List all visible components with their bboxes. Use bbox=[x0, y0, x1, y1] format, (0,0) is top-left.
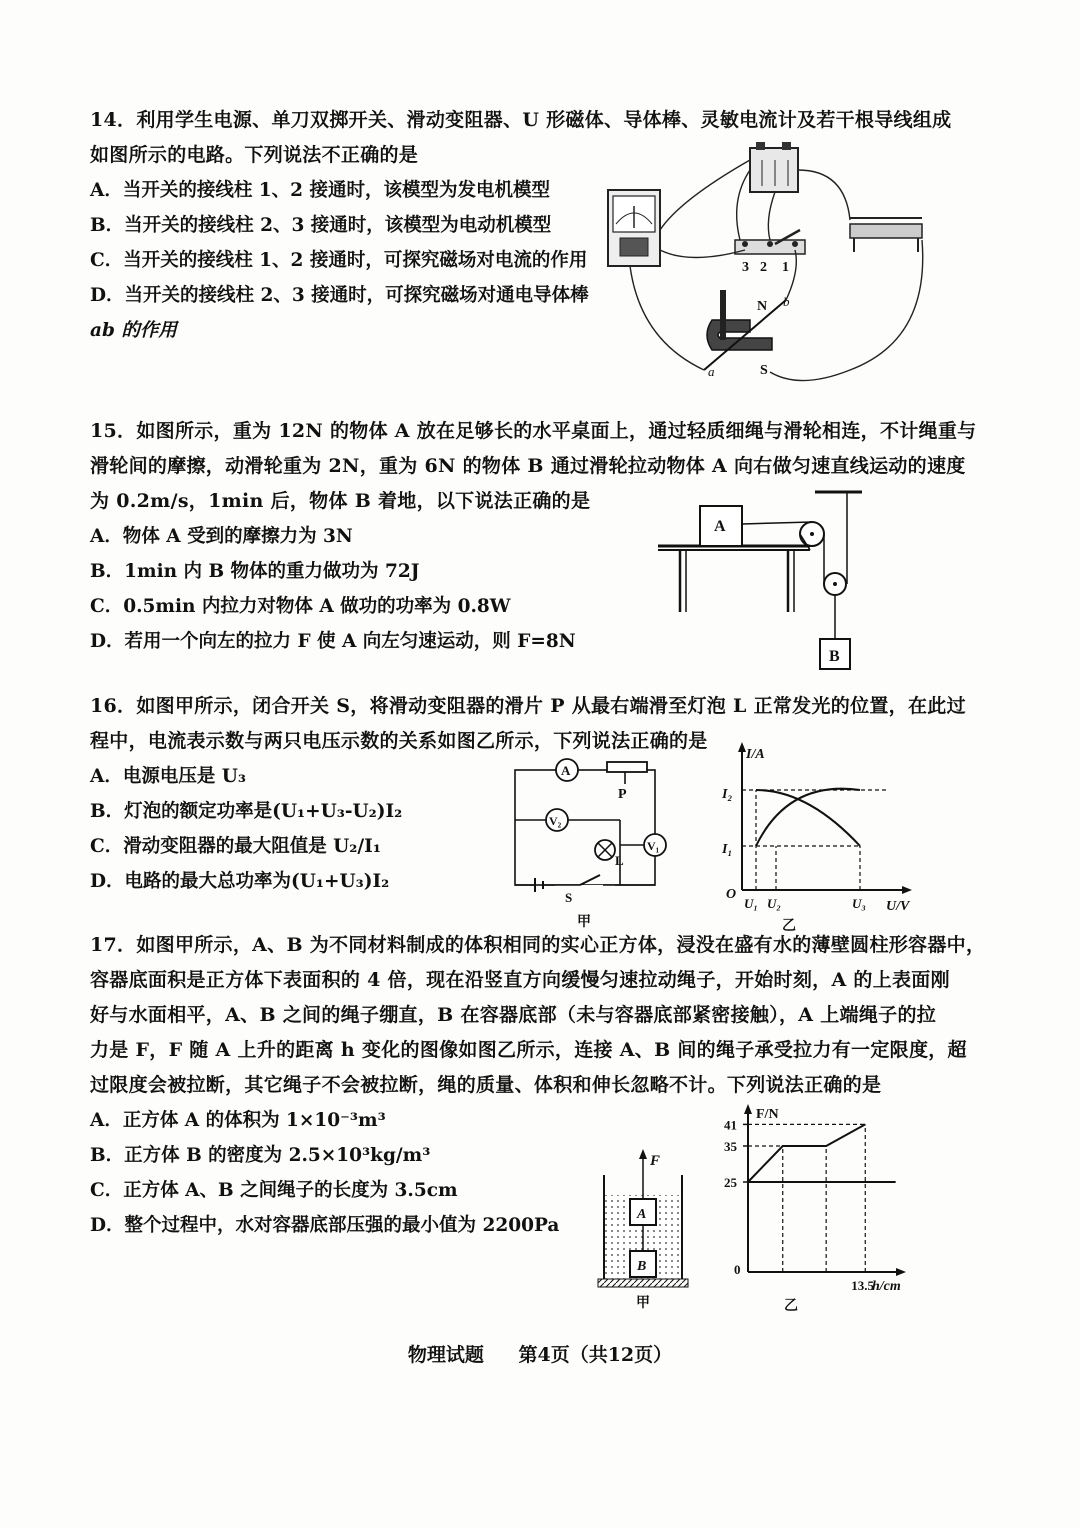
series-f-vs-h bbox=[748, 1124, 865, 1182]
switch-terminal-3: 3 bbox=[742, 260, 749, 275]
question-15-line-1: 15．如图所示，重为 12N 的物体 A 放在足够长的水平桌面上，通过轻质细绳与滑轮相连，不计绳重与 bbox=[90, 420, 977, 442]
question-17-line-4: 力是 F，F 随 A 上升的距离 h 变化的图像如图乙所示，连接 A、B 间的绳子承受拉力有一定限度，超 bbox=[90, 1039, 967, 1061]
footer-subject: 物理试题 bbox=[407, 1344, 484, 1366]
magnet-pole-s: S bbox=[760, 363, 768, 378]
q16-option-b: B．灯泡的额定功率是(U₁+U₃-U₂)I₂ bbox=[90, 801, 403, 822]
rheostat-icon bbox=[607, 762, 647, 772]
q17-f-h-graph bbox=[720, 1102, 920, 1314]
switch-terminal-2: 2 bbox=[760, 260, 767, 275]
figure-caption-yi: 乙 bbox=[782, 919, 796, 933]
q16-option-c: C．滑动变阻器的最大阻值是 U₂/I₁ bbox=[90, 836, 381, 857]
origin-label: 0 bbox=[734, 1262, 741, 1277]
tick-label-u1: U₁ bbox=[744, 896, 758, 911]
y-tick-label-25: 25 bbox=[724, 1175, 737, 1190]
question-17-line-3: 好与水面相平，A、B 之间的绳子绷直，B 在容器底部（未与容器底部紧密接触），A 上端绳子的拉 bbox=[90, 1004, 937, 1026]
y-tick-label-35: 35 bbox=[724, 1139, 737, 1154]
block-a-label: A bbox=[714, 518, 726, 535]
q17-option-a: A．正方体 A 的体积为 1×10⁻³m³ bbox=[90, 1110, 386, 1131]
q17-container-figure bbox=[592, 1145, 702, 1315]
origin-label: O bbox=[726, 887, 737, 902]
series-falling-curve bbox=[756, 790, 860, 846]
question-17-line-1: 17．如图甲所示，A、B 为不同材料制成的体积相同的实心正方体，浸没在盛有水的薄壁圆柱形容器中， bbox=[90, 934, 986, 956]
voltmeter-2-label: V₂ bbox=[549, 814, 562, 828]
y-axis-label: I/A bbox=[746, 747, 765, 762]
switch-terminal-1: 1 bbox=[782, 260, 789, 275]
u-magnet-icon bbox=[704, 290, 786, 370]
galvanometer-icon bbox=[608, 190, 660, 266]
ammeter-label: A bbox=[561, 763, 571, 778]
q14-option-b: B．当开关的接线柱 2、3 接通时，该模型为电动机模型 bbox=[90, 215, 552, 236]
rheostat-icon bbox=[850, 218, 922, 252]
page-footer bbox=[0, 1340, 1080, 1367]
q16-circuit-figure bbox=[505, 750, 695, 930]
x-tick-label-13.5: 13.5 bbox=[851, 1278, 875, 1293]
q15-pulley-figure bbox=[650, 484, 870, 684]
q15-option-a: A．物体 A 受到的摩擦力为 3N bbox=[90, 526, 353, 547]
q14-circuit-figure bbox=[600, 140, 930, 390]
question-15-line-2: 滑轮间的摩擦，动滑轮重为 2N，重为 6N 的物体 B 通过滑轮拉动物体 A 向右做匀速直线运动的速度 bbox=[90, 455, 966, 477]
voltmeter-1-label: V₁ bbox=[647, 839, 660, 853]
q14-option-d-cont: ab 的作用 bbox=[90, 320, 177, 341]
cube-a-label: A bbox=[637, 1207, 647, 1222]
rod-end-b: b bbox=[783, 294, 790, 309]
series-rising-curve bbox=[756, 789, 860, 846]
power-supply-icon bbox=[750, 142, 798, 192]
figure-caption-jia: 甲 bbox=[577, 915, 591, 930]
question-17-line-2: 容器底面积是正方体下表面积的 4 倍，现在沿竖直方向缓慢匀速拉动绳子，开始时刻，A 的上表面刚 bbox=[90, 969, 950, 991]
x-axis-label: h/cm bbox=[872, 1279, 901, 1294]
q16-iu-graph bbox=[712, 738, 922, 933]
magnet-pole-n: N bbox=[757, 299, 768, 314]
tick-label-u2: U₂ bbox=[767, 896, 781, 911]
figure-caption-yi: 乙 bbox=[784, 1299, 798, 1314]
q17-option-b: B．正方体 B 的密度为 2.5×10³kg/m³ bbox=[90, 1145, 431, 1166]
rod-end-a: a bbox=[708, 364, 715, 379]
tick-label-i2: I₂ bbox=[722, 787, 733, 802]
block-b-label: B bbox=[829, 648, 840, 665]
question-15-line-3: 为 0.2m/s，1min 后，物体 B 着地，以下说法正确的是 bbox=[90, 490, 591, 512]
lamp-label: L bbox=[615, 853, 624, 868]
switch-s-label: S bbox=[565, 890, 573, 905]
q15-option-b: B．1min 内 B 物体的重力做功为 72J bbox=[90, 561, 420, 582]
footer-page-number: 第4页（共12页） bbox=[518, 1344, 673, 1366]
cube-b-label: B bbox=[637, 1259, 647, 1274]
q15-option-c: C．0.5min 内拉力对物体 A 做功的功率为 0.8W bbox=[90, 596, 511, 617]
q16-option-d: D．电路的最大总功率为(U₁+U₃)I₂ bbox=[90, 871, 390, 892]
question-17-line-5: 过限度会被拉断，其它绳子不会被拉断，绳的质量、体积和伸长忽略不计。下列说法正确的是 bbox=[90, 1074, 882, 1096]
figure-caption-jia: 甲 bbox=[636, 1296, 650, 1311]
slider-p-label: P bbox=[618, 787, 627, 802]
force-f-label: F bbox=[650, 1153, 661, 1169]
x-axis-label: U/V bbox=[886, 899, 910, 914]
question-16-line-2: 程中，电流表示数与两只电压示数的关系如图乙所示，下列说法正确的是 bbox=[90, 730, 708, 752]
q15-option-d: D．若用一个向左的拉力 F 使 A 向左匀速运动，则 F=8N bbox=[90, 631, 576, 652]
q17-option-d: D．整个过程中，水对容器底部压强的最小值为 2200Pa bbox=[90, 1215, 560, 1236]
q17-option-c: C．正方体 A、B 之间绳子的长度为 3.5cm bbox=[90, 1180, 458, 1201]
question-16-line-1: 16．如图甲所示，闭合开关 S，将滑动变阻器的滑片 P 从最右端滑至灯泡 L 正常发光的位置，在此过 bbox=[90, 695, 966, 717]
q14-option-d: D．当开关的接线柱 2、3 接通时，可探究磁场对通电导体棒 bbox=[90, 285, 589, 306]
question-14-line-2: 如图所示的电路。下列说法不正确的是 bbox=[90, 144, 419, 166]
q14-option-a: A．当开关的接线柱 1、2 接通时，该模型为发电机模型 bbox=[90, 180, 550, 201]
q16-option-a: A．电源电压是 U₃ bbox=[90, 766, 247, 787]
y-axis-label: F/N bbox=[756, 1107, 779, 1122]
q14-option-c: C．当开关的接线柱 1、2 接通时，可探究磁场对电流的作用 bbox=[90, 250, 588, 271]
tick-label-i1: I₁ bbox=[722, 842, 733, 857]
tick-label-u3: U₃ bbox=[852, 896, 866, 911]
question-14-line-1: 14．利用学生电源、单刀双掷开关、滑动变阻器、U 形磁体、导体棒、灵敏电流计及若干根导线组成 bbox=[90, 109, 952, 131]
y-tick-label-41: 41 bbox=[724, 1117, 737, 1133]
